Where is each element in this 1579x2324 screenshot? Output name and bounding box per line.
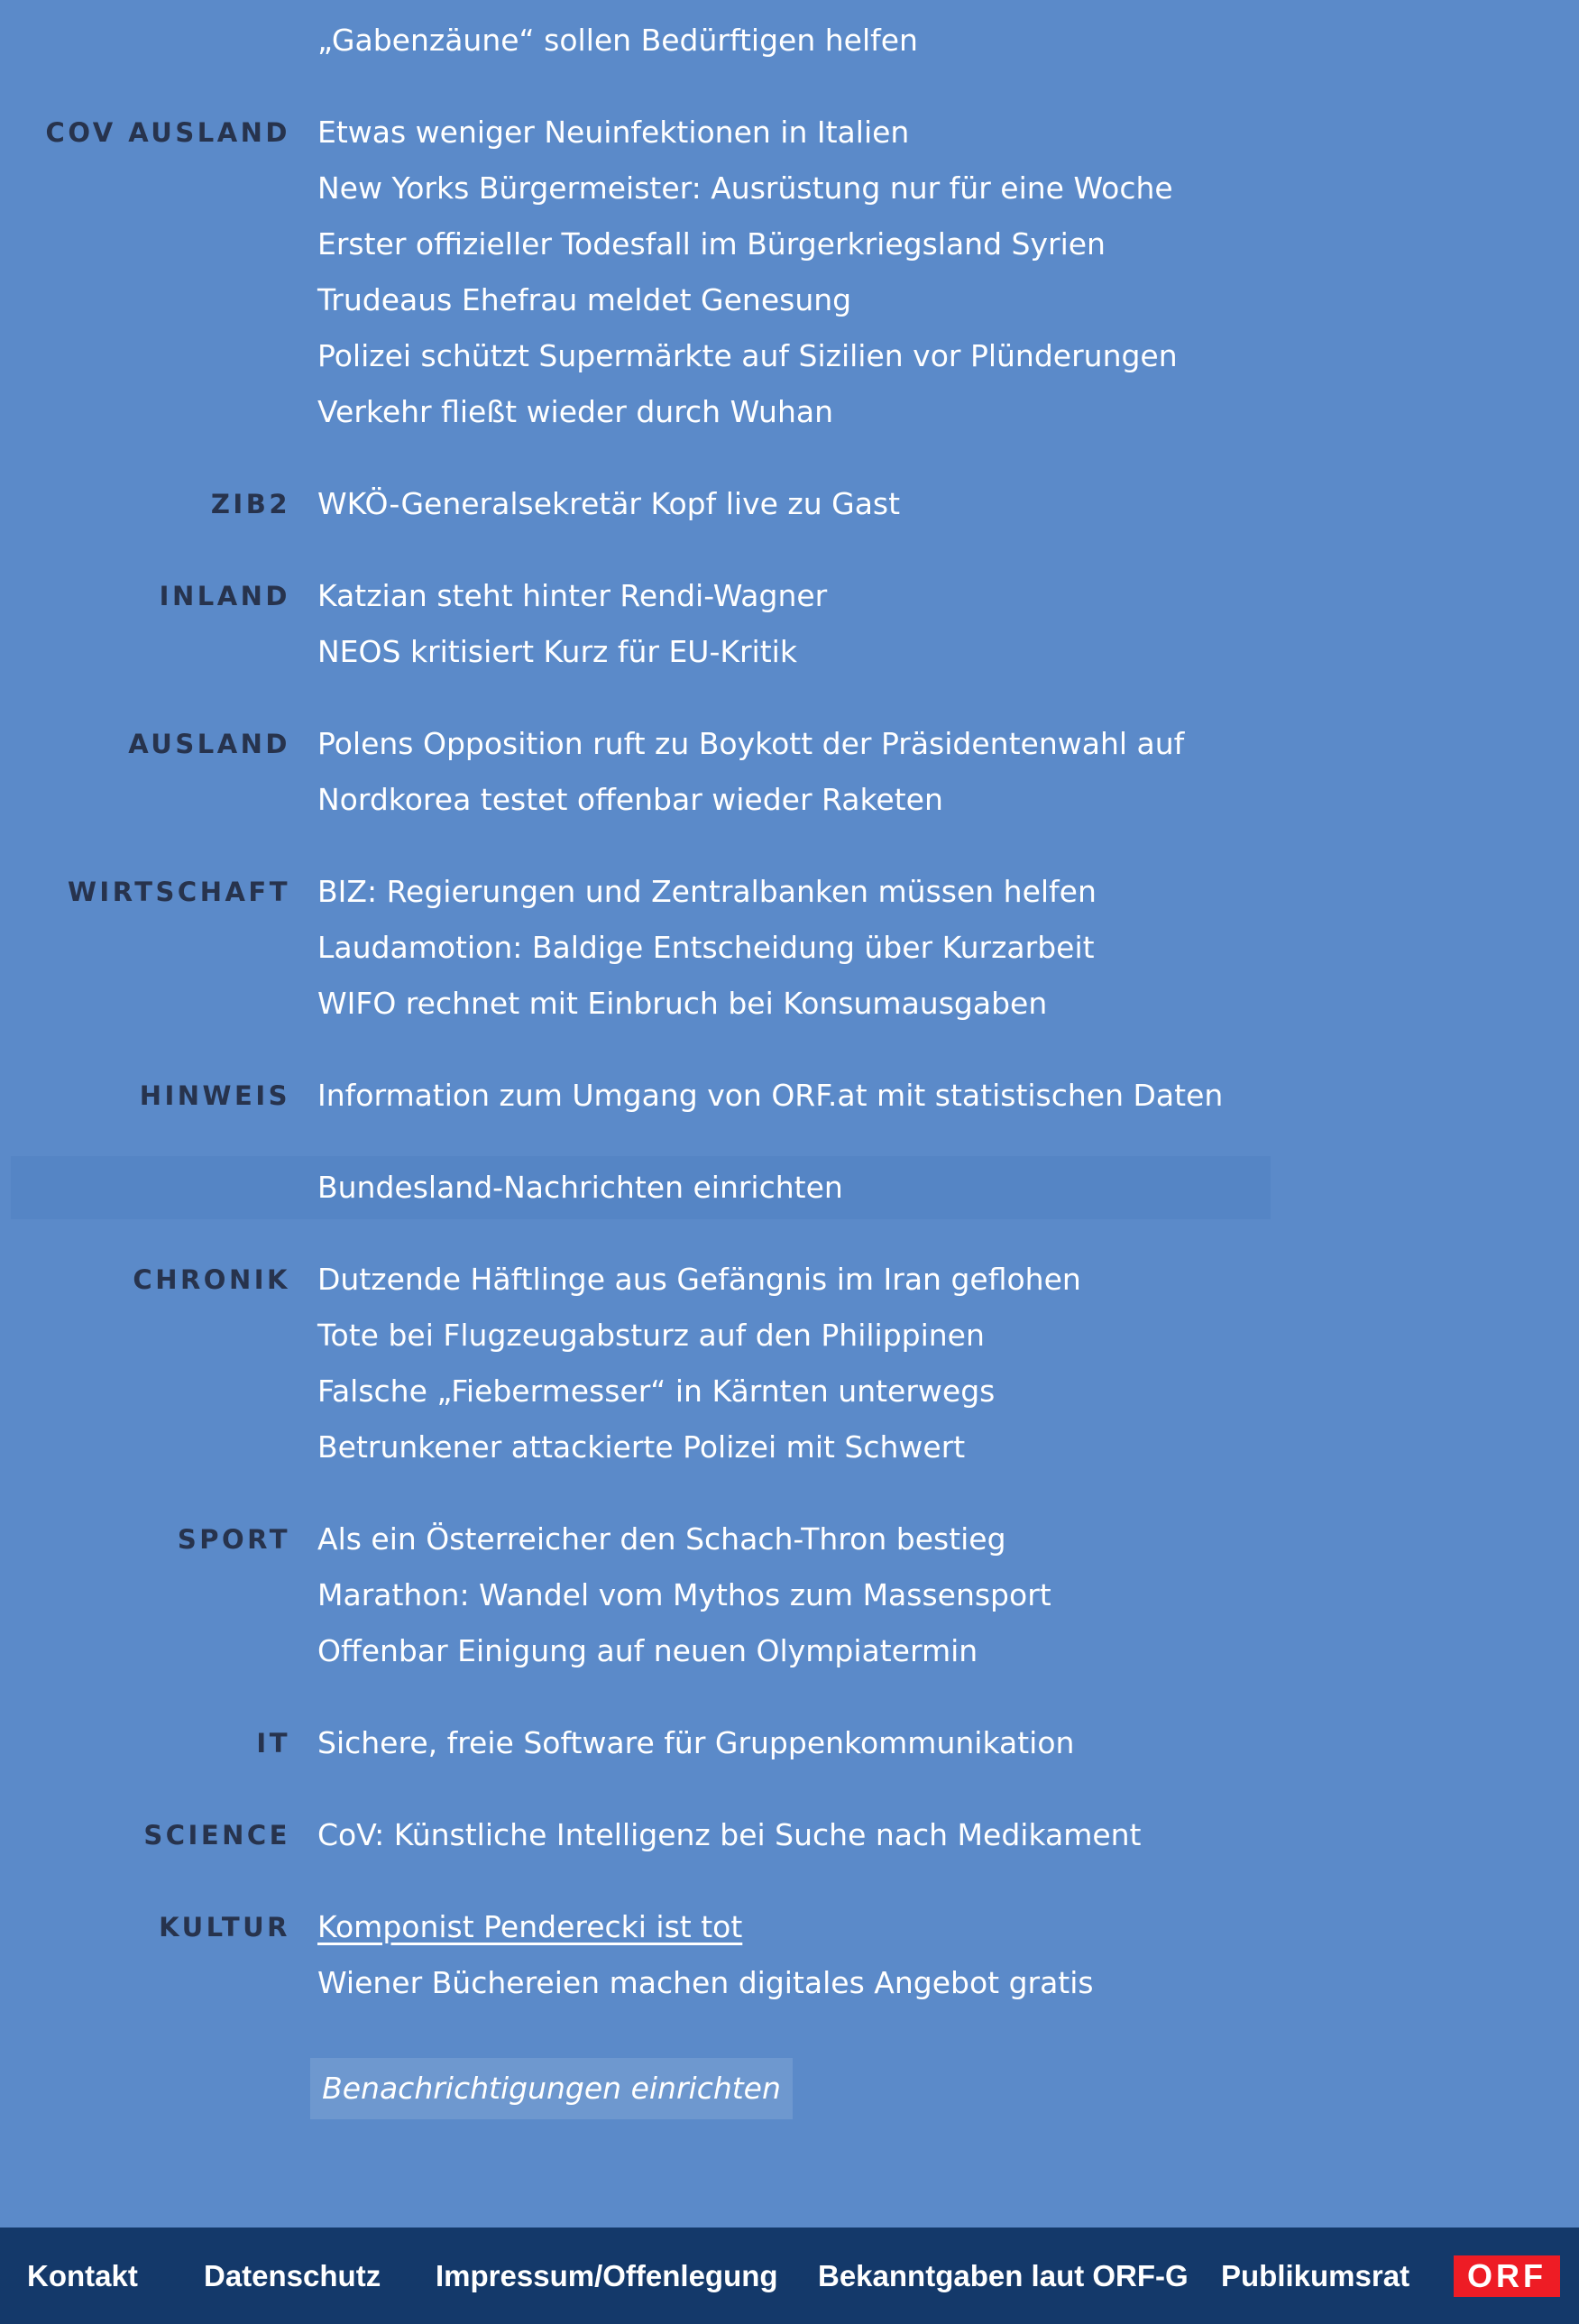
section-items	[317, 568, 1579, 680]
headline-link[interactable]: Offenbar Einigung auf neuen Olympiatermin	[317, 1633, 978, 1668]
section-sport	[0, 1511, 1579, 1715]
section-inland	[0, 568, 1579, 716]
section-label-chronik: CHRONIK	[133, 1264, 290, 1295]
section-hinweis	[0, 1068, 1579, 1160]
section-label-zib2: ZIB2	[210, 489, 290, 519]
section-label-sport: SPORT	[177, 1524, 290, 1555]
section-items	[317, 1807, 1579, 1863]
headline-link[interactable]: NEOS kritisiert Kurz für EU-Kritik	[317, 634, 797, 669]
section-label-hinweis: HINWEIS	[139, 1080, 290, 1111]
section-ausland	[0, 716, 1579, 864]
headline-link[interactable]: „Gabenzäune“ sollen Bedürftigen helfen	[317, 23, 918, 58]
orf-logo-icon[interactable]: ORF	[1454, 2255, 1560, 2297]
section-science	[0, 1807, 1579, 1899]
section-zib2	[0, 476, 1579, 568]
headline-link[interactable]: Polens Opposition ruft zu Boykott der Präsidentenwahl auf	[317, 726, 1185, 761]
headline-link[interactable]: Polizei schützt Supermärkte auf Sizilien vor Plünderungen	[317, 338, 1178, 373]
footer-link-publikumsrat[interactable]: Publikumsrat	[1221, 2259, 1410, 2292]
section-label-science: SCIENCE	[143, 1820, 290, 1851]
section-label-cov-ausland: COV AUSLAND	[45, 117, 290, 148]
section-cov-ausland	[0, 105, 1579, 476]
headline-link[interactable]: WIFO rechnet mit Einbruch bei Konsumausgaben	[317, 986, 1048, 1021]
section-label-wirtschaft: WIRTSCHAFT	[67, 877, 290, 907]
section-items	[317, 864, 1579, 1032]
section-label-it: IT	[256, 1728, 290, 1759]
section-items	[317, 1156, 1271, 1219]
section-items	[317, 1511, 1579, 1679]
section-label-kultur: KULTUR	[159, 1912, 290, 1943]
section-kultur	[0, 1899, 1579, 2047]
footer-link-impressum[interactable]: Impressum/Offenlegung	[436, 2259, 778, 2292]
headline-link[interactable]: Betrunkener attackierte Polizei mit Schwert	[317, 1429, 966, 1465]
footer-link-datenschutz[interactable]: Datenschutz	[204, 2259, 381, 2292]
section-items	[317, 1252, 1579, 1475]
headline-link[interactable]: WKÖ-Generalsekretär Kopf live zu Gast	[317, 486, 901, 521]
headline-link[interactable]: CoV: Künstliche Intelligenz bei Suche nach Medikament	[317, 1817, 1142, 1852]
section-wirtschaft	[0, 864, 1579, 1068]
headline-link[interactable]: Dutzende Häftlinge aus Gefängnis im Iran geflohen	[317, 1262, 1081, 1297]
footer	[0, 2228, 1579, 2324]
headline-link[interactable]: Tote bei Flugzeugabsturz auf den Philippinen	[317, 1318, 985, 1353]
section-chronik	[0, 1252, 1579, 1511]
section-items	[317, 1068, 1579, 1124]
notifications-setup-button[interactable]: Benachrichtigungen einrichten	[310, 2058, 793, 2119]
headline-link[interactable]: Als ein Österreicher den Schach-Thron bestieg	[317, 1521, 1006, 1557]
headline-link-hovered[interactable]: Komponist Penderecki ist tot	[317, 1909, 743, 1944]
headline-link[interactable]: Verkehr fließt wieder durch Wuhan	[317, 394, 834, 429]
headline-link[interactable]: Marathon: Wandel vom Mythos zum Massensport	[317, 1577, 1051, 1612]
section-top	[0, 0, 1579, 105]
footer-link-kontakt[interactable]: Kontakt	[27, 2259, 138, 2292]
headline-link[interactable]: Katzian steht hinter Rendi-Wagner	[317, 578, 828, 613]
section-it	[0, 1715, 1579, 1807]
section-label-ausland: AUSLAND	[128, 729, 290, 759]
footer-link-bekanntgaben[interactable]: Bekanntgaben laut ORF-G	[818, 2259, 1189, 2292]
headline-link[interactable]: Trudeaus Ehefrau meldet Genesung	[317, 282, 852, 317]
section-items	[317, 716, 1579, 828]
section-items	[317, 105, 1579, 440]
section-mein-bundesland	[11, 1156, 1271, 1219]
headline-link[interactable]: Nordkorea testet offenbar wieder Raketen	[317, 782, 943, 817]
headline-link[interactable]: Falsche „Fiebermesser“ in Kärnten unterwegs	[317, 1373, 996, 1409]
headline-link[interactable]: New Yorks Bürgermeister: Ausrüstung nur für eine Woche	[317, 170, 1173, 206]
section-label-inland: INLAND	[159, 581, 290, 611]
headline-link[interactable]: BIZ: Regierungen und Zentralbanken müssen helfen	[317, 874, 1097, 909]
section-items	[317, 1899, 1579, 2011]
section-items	[317, 13, 1579, 69]
bundesland-setup-link[interactable]: Bundesland-Nachrichten einrichten	[317, 1170, 843, 1205]
headline-link[interactable]: Erster offizieller Todesfall im Bürgerkriegsland Syrien	[317, 226, 1106, 262]
headline-link[interactable]: Etwas weniger Neuinfektionen in Italien	[317, 115, 910, 150]
section-items	[317, 476, 1579, 532]
section-items	[317, 1715, 1579, 1771]
headline-link[interactable]: Sichere, freie Software für Gruppenkommunikation	[317, 1725, 1075, 1760]
headline-link[interactable]: Information zum Umgang von ORF.at mit statistischen Daten	[317, 1078, 1224, 1113]
headline-link[interactable]: Laudamotion: Baldige Entscheidung über Kurzarbeit	[317, 930, 1095, 965]
headline-link[interactable]: Wiener Büchereien machen digitales Angebot gratis	[317, 1965, 1094, 2000]
